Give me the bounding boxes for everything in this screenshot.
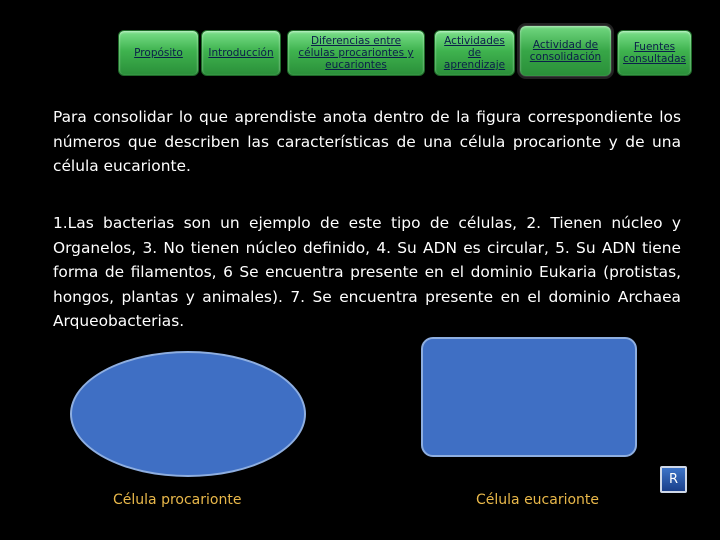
eukaryote-rectangle-figure[interactable]	[421, 337, 637, 457]
tab-diferencias[interactable]	[287, 30, 425, 76]
tab-actividades-aprendizaje[interactable]	[434, 30, 515, 76]
tab-label: Diferencias entre células procariontes y eucariontes	[298, 35, 414, 71]
tab-proposito[interactable]	[118, 30, 199, 76]
prokaryote-oval-figure[interactable]	[70, 351, 306, 477]
instruction-text: Para consolidar lo que aprendiste anota dentro de la figura correspondiente los números que describen las características de una célula procarionte y de una célula eucarionte.	[53, 108, 681, 175]
tab-label: Propósito	[134, 47, 183, 59]
prokaryote-caption: Célula procarionte	[113, 492, 242, 508]
tab-introduccion[interactable]	[201, 30, 281, 76]
tab-label: Actividad de consolidación	[529, 39, 602, 63]
statements-text: 1.Las bacterias son un ejemplo de este tipo de células, 2. Tienen núcleo y Organelos, 3. No tienen núcleo definido, 4. Su ADN es circular, 5. Su ADN tiene forma de filamentos, 6 Se encuentra presente en el dominio Eukaria (protistas, hongos, plantas y animales). 7. Se encuentra presente en el dominio Archaea Arqueobacterias.	[53, 214, 681, 330]
tab-actividad-consolidacion[interactable]	[519, 25, 612, 77]
tab-label: Fuentes consultadas	[622, 41, 686, 65]
eukaryote-caption: Célula eucarionte	[476, 492, 600, 508]
tab-label: Actividades de aprendizaje	[443, 35, 506, 71]
r-button[interactable]	[660, 466, 687, 493]
tab-label: Introducción	[208, 47, 274, 59]
tab-fuentes-consultadas[interactable]	[617, 30, 692, 76]
r-button-label: R	[668, 472, 679, 487]
